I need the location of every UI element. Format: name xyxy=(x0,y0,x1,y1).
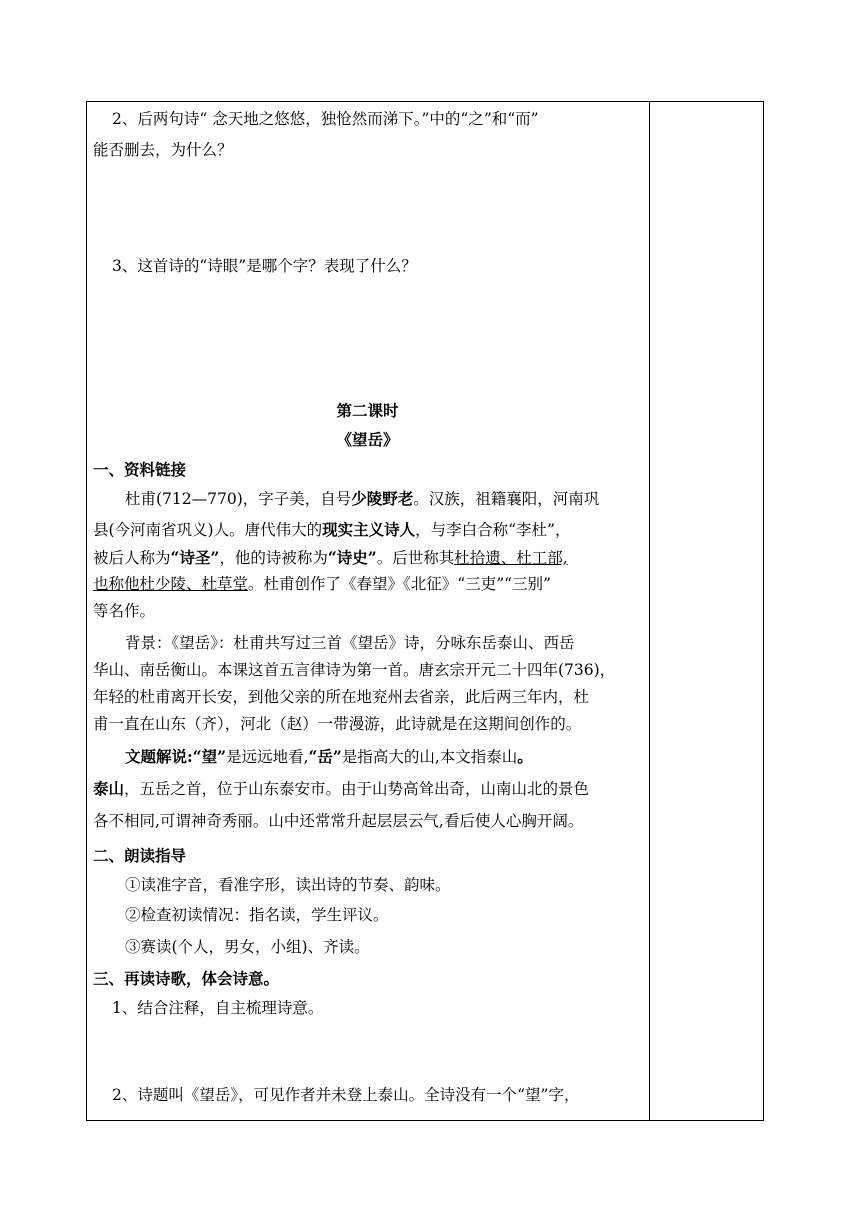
table-column-divider xyxy=(649,101,650,1121)
section-3-heading: 三、再读诗歌，体会诗意。 xyxy=(93,969,280,988)
bio-line-1: 杜甫(712—770)，字子美，自号少陵野老。汉族，祖籍襄阳，河南巩 xyxy=(125,489,600,508)
reading-step-2: ②检查初读情况：指名读，学生评议。 xyxy=(125,906,389,924)
bio-line-4: 也称他杜少陵、杜草堂。杜甫创作了《春望》《北征》“三吏”“三别” xyxy=(93,575,551,593)
background-line-3: 年轻的杜甫离开长安，到他父亲的所在地兖州去省亲，此后两三年内，杜 xyxy=(93,688,590,706)
section-2-heading: 二、朗读指导 xyxy=(93,846,187,865)
title-explain-line-3: 各不相同,可谓神奇秀丽。山中还常常升起层层云气,看后使人心胸开阔。 xyxy=(93,812,584,830)
bio-line-3: 被后人称为“诗圣”，他的诗被称为“诗史”。后世称其杜拾遗、杜工部, xyxy=(93,548,568,567)
section-3-item-2: 2、诗题叫《望岳》，可见作者并未登上泰山。全诗没有一个“望”字， xyxy=(112,1086,580,1104)
reading-step-3: ③赛读(个人，男女，小组)、齐读。 xyxy=(125,938,370,956)
bio-line-2: 县(今河南省巩义)人。唐代伟大的现实主义诗人，与李白合称“李杜”， xyxy=(93,520,571,539)
lesson-plan-table xyxy=(86,101,764,1121)
background-line-1: 背景：《望岳》：杜甫共写过三首《望岳》诗，分咏东岳泰山、西岳 xyxy=(125,634,575,652)
question-2-line-1: 2、后两句诗“ 念天地之悠悠，独怆然而涕下。”中的“之”和“而” xyxy=(112,110,539,128)
reading-step-1: ①读准字音，看准字形，读出诗的节奏、韵味。 xyxy=(125,876,451,894)
poem-title: 《望岳》 xyxy=(336,430,399,449)
section-1-heading: 一、资料链接 xyxy=(93,460,187,479)
section-3-item-1: 1、结合注释，自主梳理诗意。 xyxy=(112,999,324,1017)
lesson-title: 第二课时 xyxy=(336,401,399,420)
question-2-line-2: 能否删去，为什么？ xyxy=(93,141,233,159)
title-explain-line-1: 文题解说:“望”是远远地看,“岳”是指高大的山,本文指泰山。 xyxy=(125,747,533,766)
background-line-4: 甫一直在山东（齐），河北（赵）一带漫游，此诗就是在这期间创作的。 xyxy=(93,715,582,733)
background-line-2: 华山、南岳衡山。本课这首五言律诗为第一首。唐玄宗开元二十四年(736)， xyxy=(93,661,616,679)
title-explain-line-2: 泰山，五岳之首，位于山东泰安市。由于山势高耸出奇，山南山北的景色 xyxy=(93,779,590,798)
bio-line-5: 等名作。 xyxy=(93,602,156,620)
question-3: 3、这首诗的“诗眼”是哪个字？表现了什么？ xyxy=(112,257,417,275)
